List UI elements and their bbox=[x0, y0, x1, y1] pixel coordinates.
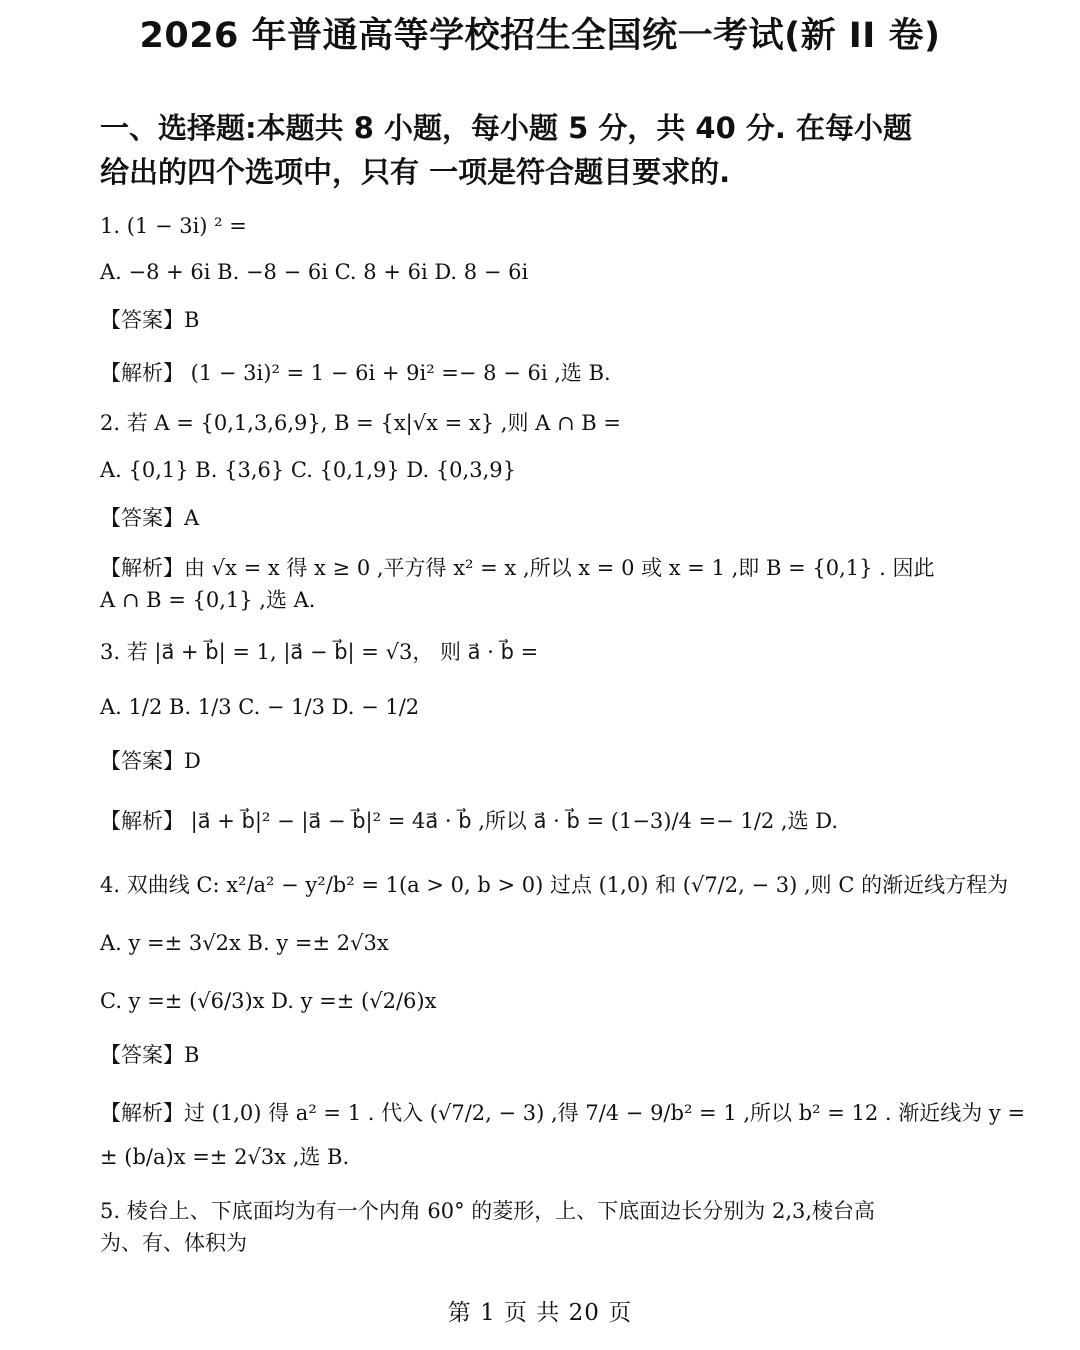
question-3-stem: 3. 若 |a⃗ + b⃗| = 1, |a⃗ − b⃗| = √3， 则 a⃗ · b⃗ = bbox=[100, 640, 539, 664]
question-4-options-row-2: C. y =± (√6/3)x D. y =± (√2/6)x bbox=[100, 989, 437, 1013]
exam-title: 2026 年普通高等学校招生全国统一考试(新 II 卷) bbox=[139, 16, 941, 56]
page-footer: 第 1 页 共 20 页 bbox=[447, 1300, 633, 1326]
question-2-answer: 【答案】A bbox=[100, 506, 200, 530]
section-heading-line-1: 一、选择题:本题共 8 小题，每小题 5 分，共 40 分. 在每小题 bbox=[100, 111, 913, 145]
question-1-stem: 1. (1 − 3i) ² = bbox=[100, 214, 247, 238]
question-3-answer: 【答案】D bbox=[100, 749, 201, 773]
section-heading-line-2: 给出的四个选项中，只有 一项是符合题目要求的. bbox=[100, 155, 731, 189]
question-2-explanation-line-2: A ∩ B = {0,1} ,选 A. bbox=[100, 588, 316, 612]
question-1-explanation: 【解析】 (1 − 3i)² = 1 − 6i + 9i² =− 8 − 6i ,选 B. bbox=[100, 361, 611, 385]
question-3-options: A. 1/2 B. 1/3 C. − 1/3 D. − 1/2 bbox=[100, 695, 420, 719]
question-4-options-row-1: A. y =± 3√2x B. y =± 2√3x bbox=[100, 931, 389, 955]
question-2-options: A. {0,1} B. {3,6} C. {0,1,9} D. {0,3,9} bbox=[100, 458, 516, 482]
section-heading bbox=[100, 106, 1000, 194]
question-5-stem-line-1: 5. 棱台上、下底面均为有一个内角 60° 的菱形，上、下底面边长分别为 2,3,棱台高 bbox=[100, 1199, 876, 1223]
question-1-answer: 【答案】B bbox=[100, 308, 200, 332]
question-2-stem: 2. 若 A = {0,1,3,6,9}, B = {x|√x = x} ,则 A ∩ B = bbox=[100, 411, 621, 435]
question-3-explanation: 【解析】 |a⃗ + b⃗|² − |a⃗ − b⃗|² = 4a⃗ · b⃗ ,所以 a⃗ · b⃗ = (1−3)/4 =− 1/2 ,选 D. bbox=[100, 809, 839, 833]
question-4-explanation-line-2: ± (b/a)x =± 2√3x ,选 B. bbox=[100, 1145, 350, 1169]
question-5-stem-line-2: 为、有、体积为 bbox=[100, 1231, 247, 1255]
question-4-answer: 【答案】B bbox=[100, 1043, 200, 1067]
question-4-explanation-line-1: 【解析】过 (1,0) 得 a² = 1 . 代入 (√7/2, − 3) ,得 7/4 − 9/b² = 1 ,所以 b² = 12 . 渐近线为 y = bbox=[100, 1101, 1026, 1125]
question-4-stem: 4. 双曲线 C: x²/a² − y²/b² = 1(a > 0, b > 0) 过点 (1,0) 和 (√7/2, − 3) ,则 C 的渐近线方程为 bbox=[100, 873, 1009, 897]
question-2-explanation-line-1: 【解析】由 √x = x 得 x ≥ 0 ,平方得 x² = x ,所以 x = 0 或 x = 1 ,即 B = {0,1} . 因此 bbox=[100, 556, 935, 580]
question-1-options: A. −8 + 6i B. −8 − 6i C. 8 + 6i D. 8 − 6i bbox=[100, 260, 529, 284]
